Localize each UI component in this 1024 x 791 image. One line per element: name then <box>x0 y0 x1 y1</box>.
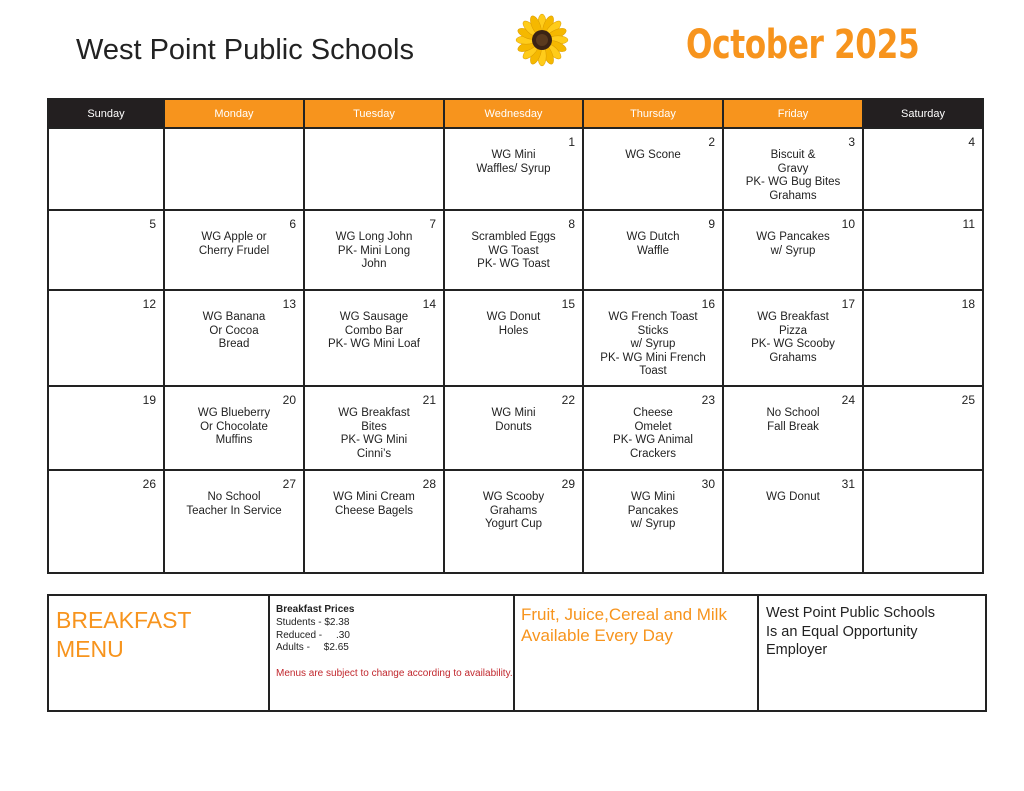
weekday-header: Thursday <box>583 99 723 128</box>
calendar-grid <box>47 98 984 574</box>
day-cell <box>863 128 983 210</box>
menu-item: WG Donut <box>766 491 820 503</box>
day-cell <box>48 386 164 470</box>
day-cell <box>444 210 583 290</box>
day-cell <box>583 290 723 386</box>
day-cell <box>444 386 583 470</box>
day-number: 21 <box>422 393 436 407</box>
menu-item: Biscuit & Gravy PK- WG Bug Bites Grahams <box>745 149 841 202</box>
menu-item: Cheese Omelet PK- WG Animal Crackers <box>613 407 693 460</box>
day-cell <box>304 128 444 210</box>
week-row <box>48 290 983 386</box>
menu-item: Scrambled Eggs WG Toast PK- WG Toast <box>471 231 556 271</box>
menu-item <box>864 129 982 149</box>
day-cell <box>583 386 723 470</box>
price-reduced: Reduced - .30 <box>276 629 350 641</box>
day-number: 19 <box>142 393 156 407</box>
day-cell <box>48 290 164 386</box>
day-number: 13 <box>282 297 296 311</box>
menu-item: WG Sausage Combo Bar PK- WG Mini Loaf <box>327 311 421 351</box>
day-cell <box>444 290 583 386</box>
day-number: 14 <box>422 297 436 311</box>
day-number: 9 <box>708 217 715 231</box>
prices-heading: Breakfast Prices <box>276 604 355 615</box>
day-number: 3 <box>848 135 855 149</box>
menu-item: No School Teacher In Service <box>186 491 282 517</box>
menu-item: WG Apple or Cherry Frudel <box>198 231 270 257</box>
day-number: 22 <box>561 393 575 407</box>
week-row <box>48 470 983 573</box>
eoe-line: Employer <box>766 642 828 658</box>
day-cell <box>164 386 304 470</box>
menu-item: WG Pancakes w/ Syrup <box>756 231 830 257</box>
day-cell <box>164 210 304 290</box>
sunflower-icon <box>515 13 569 67</box>
menu-item <box>49 129 163 149</box>
day-cell <box>723 210 863 290</box>
day-number: 28 <box>422 477 436 491</box>
day-cell <box>863 210 983 290</box>
price-students: Students - $2.38 <box>276 616 350 628</box>
menu-item: WG Mini Cream Cheese Bagels <box>333 491 415 517</box>
day-cell <box>48 210 164 290</box>
day-number: 20 <box>282 393 296 407</box>
day-number: 23 <box>701 393 715 407</box>
day-number: 7 <box>429 217 436 231</box>
day-cell <box>304 386 444 470</box>
menu-item: WG Scooby Grahams Yogurt Cup <box>482 491 545 531</box>
week-row <box>48 386 983 470</box>
day-number: 1 <box>568 135 575 149</box>
menu-item: WG Long John PK- Mini Long John <box>335 231 413 271</box>
fruit-cell <box>514 595 758 711</box>
day-cell <box>583 210 723 290</box>
equal-opportunity-cell <box>758 595 986 711</box>
fruit-juice-note: Fruit, Juice,Cereal and Milk Available Every Day <box>521 605 727 645</box>
menu-change-note: Menus are subject to change according to availability. <box>276 668 513 680</box>
menu-item: WG Mini Waffles/ Syrup <box>476 149 551 175</box>
day-number: 25 <box>961 393 975 407</box>
day-cell <box>444 128 583 210</box>
day-cell <box>304 470 444 573</box>
menu-item: WG Scone <box>625 149 681 161</box>
day-cell <box>304 290 444 386</box>
day-cell <box>583 470 723 573</box>
menu-item: WG Dutch Waffle <box>626 231 680 257</box>
breakfast-title: BREAKFAST <box>56 607 192 633</box>
menu-item <box>305 129 443 149</box>
day-number: 16 <box>701 297 715 311</box>
menu-item <box>165 129 303 149</box>
menu-item: WG Breakfast Bites PK- WG Mini Cinni’s <box>338 407 410 460</box>
day-cell <box>863 386 983 470</box>
day-number: 4 <box>968 135 975 149</box>
weekday-header-row <box>48 99 983 128</box>
weekday-header: Monday <box>164 99 304 128</box>
day-cell <box>48 128 164 210</box>
menu-item: WG Blueberry Or Chocolate Muffins <box>197 407 271 447</box>
day-cell <box>444 470 583 573</box>
menu-item: WG Mini Donuts <box>491 407 536 433</box>
school-title: West Point Public Schools <box>76 34 414 66</box>
week-row <box>48 210 983 290</box>
day-number: 5 <box>149 217 156 231</box>
day-number: 2 <box>708 135 715 149</box>
day-cell <box>723 128 863 210</box>
eoe-line: West Point Public Schools <box>766 605 935 621</box>
menu-title: MENU <box>56 636 124 662</box>
day-cell <box>723 290 863 386</box>
day-number: 18 <box>961 297 975 311</box>
day-cell <box>863 470 983 573</box>
prices-cell <box>269 595 514 711</box>
day-number: 10 <box>841 217 855 231</box>
menu-item: WG Breakfast Pizza PK- WG Scooby Grahams <box>751 311 835 364</box>
eoe-line: Is an Equal Opportunity <box>766 623 918 640</box>
day-number: 31 <box>841 477 855 491</box>
day-cell <box>48 470 164 573</box>
weekday-header: Saturday <box>863 99 983 128</box>
price-adults: Adults - $2.65 <box>276 642 349 654</box>
breakfast-menu-cell <box>48 595 269 711</box>
day-cell <box>863 290 983 386</box>
month-title: October 2025 <box>686 22 920 68</box>
day-number: 6 <box>289 217 296 231</box>
day-number: 24 <box>841 393 855 407</box>
weekday-header: Wednesday <box>444 99 583 128</box>
menu-item: WG Banana Or Cocoa Bread <box>202 311 266 351</box>
day-number: 8 <box>568 217 575 231</box>
day-number: 29 <box>561 477 575 491</box>
weekday-header: Sunday <box>48 99 164 128</box>
menu-item: No School Fall Break <box>766 407 820 433</box>
day-number: 11 <box>962 217 975 231</box>
day-cell <box>723 470 863 573</box>
day-cell <box>304 210 444 290</box>
day-number: 30 <box>701 477 715 491</box>
day-cell <box>583 128 723 210</box>
day-cell <box>164 470 304 573</box>
day-number: 12 <box>142 297 156 311</box>
day-cell <box>164 128 304 210</box>
menu-item: WG Donut Holes <box>486 311 541 337</box>
menu-item: WG French Toast Sticks w/ Syrup PK- WG Mini French Toast <box>600 311 706 378</box>
day-number: 26 <box>142 477 156 491</box>
day-number: 17 <box>841 297 855 311</box>
day-number: 27 <box>282 477 296 491</box>
weekday-header: Tuesday <box>304 99 444 128</box>
menu-item: WG Mini Pancakes w/ Syrup <box>627 491 679 531</box>
menu-item <box>864 471 982 491</box>
weekday-header: Friday <box>723 99 863 128</box>
footer-info <box>47 594 987 712</box>
day-cell <box>723 386 863 470</box>
day-cell <box>164 290 304 386</box>
week-row <box>48 128 983 210</box>
menu-item <box>49 211 163 231</box>
day-number: 15 <box>561 297 575 311</box>
